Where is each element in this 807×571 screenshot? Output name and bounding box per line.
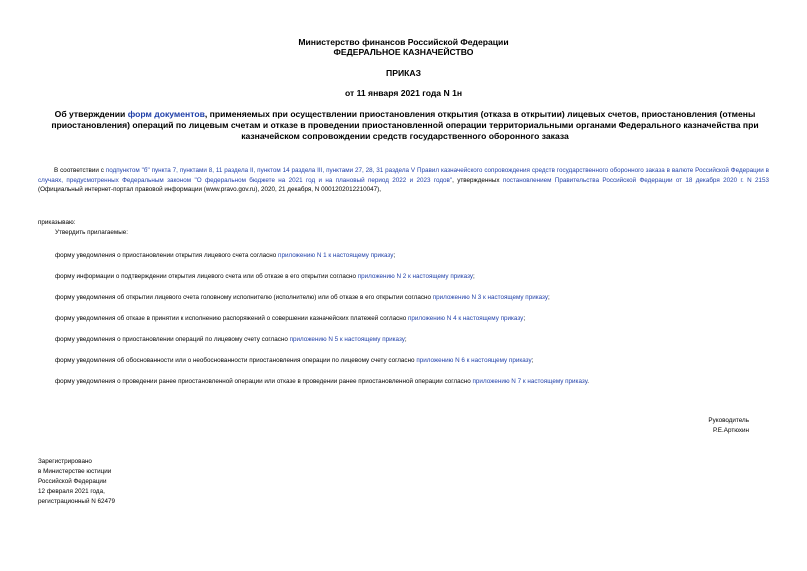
preamble-paragraph: [38, 166, 769, 195]
list-item-end: .: [587, 378, 589, 385]
registration-date: 12 февраля 2021 года,: [38, 488, 105, 495]
registration-line: Российской Федерации: [38, 478, 107, 485]
list-item-end: ;: [473, 273, 475, 280]
list-item-text: форму уведомления о приостановлении операций по лицевому счету согласно: [55, 336, 290, 343]
appendix-7-link[interactable]: приложению N 7 к настоящему приказу: [472, 378, 588, 385]
preamble-text-3: (Официальный интернет-портал правовой информации (www.pravo.gov.ru), 2020, 21 декабря, N 0001202012210047),: [38, 186, 381, 193]
list-item-text: форму уведомления о приостановлении открытия лицевого счета согласно: [55, 252, 279, 259]
title-link-forms[interactable]: форм документов: [127, 109, 205, 119]
list-item-text: форму уведомления об обоснованности или о необоснованности приостановления операции по лицевому счету согласно: [55, 357, 417, 364]
appendix-6-link[interactable]: приложению N 6 к настоящему приказу: [416, 357, 532, 364]
list-item: [55, 251, 395, 260]
list-item: [55, 377, 589, 386]
preamble-link-rules[interactable]: подпунктом "б" пункта 7, пунктами 8, 11 раздела II, пунктом 14 раздела III, пунктами 27, 28, 31 раздела V Правил казначейского сопровождения средств государственного оборонного заказа в валюте Российской Федерации в случаях, предусмотренных Федеральным законом "О федеральном бюджете на 2021 год и на плановый период 2022 и 2023 годов": [38, 167, 769, 184]
signer-position: Руководитель: [708, 417, 749, 424]
list-item-end: ;: [548, 294, 550, 301]
registration-block: [38, 457, 115, 507]
appendix-5-link[interactable]: приложению N 5 к настоящему приказу: [289, 336, 405, 343]
appendix-3-link[interactable]: приложению N 3 к настоящему приказу: [432, 294, 549, 301]
list-item-text: форму уведомления об отказе в принятии к исполнению распоряжений о совершении казначейских платежей согласно: [55, 315, 408, 322]
registration-number: регистрационный N 62479: [38, 498, 116, 505]
list-item: [55, 356, 533, 365]
list-item: [55, 272, 475, 281]
order-word: приказываю:: [38, 219, 76, 226]
appendix-4-link[interactable]: приложению N 4 к настоящему приказу: [407, 315, 524, 322]
agency-name: ФЕДЕРАЛЬНОЕ КАЗНАЧЕЙСТВО: [333, 47, 474, 57]
approve-intro: Утвердить прилагаемые:: [55, 229, 128, 236]
title-text-rest: , применяемых при осуществлении приостановления открытия (отказа в открытии) лицевых счетов, приостановления (отмены приостановления) операций по лицевым счетам и отказе в проведении приостановленной операции территориальными органами Федерального казначейства при казначейском сопровождении средств государственного оборонного заказа: [51, 109, 759, 141]
appendix-1-link[interactable]: приложению N 1 к настоящему приказу: [278, 252, 394, 259]
list-item: [55, 335, 407, 344]
appendix-2-link[interactable]: приложению N 2 к настоящему приказу: [357, 273, 474, 280]
preamble-link-decree[interactable]: постановлением Правительства Российской Федерации от 18 декабря 2020 г. N 2153: [502, 176, 769, 184]
signature-block: [708, 416, 749, 436]
preamble-text-1: В соответствии с: [54, 167, 106, 174]
list-item-text: форму информации о подтверждении открытия лицевого счета или об отказе в его открытии согласно: [55, 273, 358, 280]
list-item: [55, 293, 550, 302]
registration-line: Зарегистрировано: [38, 458, 92, 465]
document-title: [30, 109, 780, 142]
list-item-end: ;: [523, 315, 526, 322]
document-date-number: от 11 января 2021 года N 1н: [344, 88, 463, 98]
ministry-name: Министерство финансов Российской Федерации: [298, 37, 509, 47]
preamble-text-2: , утвержденных: [452, 176, 503, 184]
list-item-text: форму уведомления о проведении ранее приостановленной операции или отказе в проведении ранее приостановленной операции согласно: [55, 378, 473, 385]
title-text-start: Об утверждении: [54, 109, 128, 119]
list-item-end: ;: [531, 357, 534, 364]
document-type: ПРИКАЗ: [386, 68, 421, 78]
list-item-end: ;: [393, 252, 396, 259]
list-item-text: форму уведомления об открытии лицевого счета головному исполнителю (исполнителю) или об отказе в его открытии согласно: [55, 294, 433, 301]
registration-line: в Министерстве юстиции: [38, 468, 112, 475]
list-item: [55, 314, 525, 323]
signer-name: Р.Е.Артюхин: [713, 427, 749, 434]
list-item-end: ;: [404, 336, 407, 343]
